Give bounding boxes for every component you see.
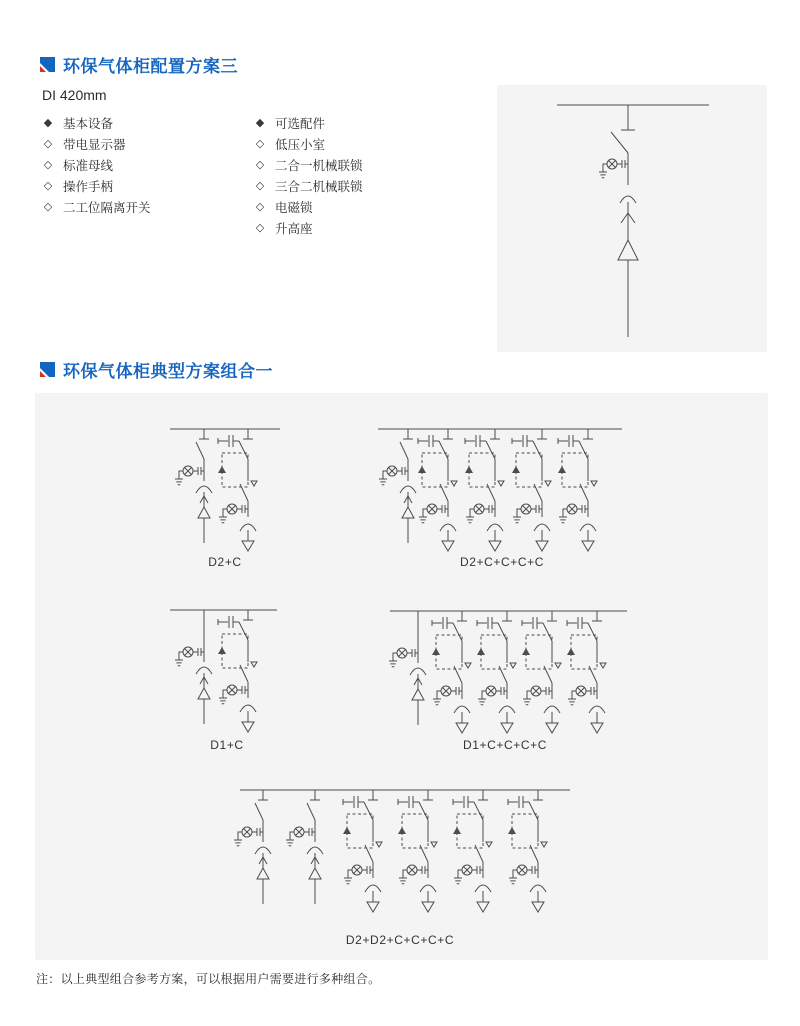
branch-d2 bbox=[234, 790, 271, 904]
branch-c bbox=[558, 429, 597, 551]
diagram-d1cccc bbox=[389, 611, 627, 733]
scheme3-diagram-panel bbox=[497, 85, 767, 352]
branch-c bbox=[398, 790, 437, 912]
diagram-d2c bbox=[170, 429, 280, 551]
branch-c bbox=[343, 790, 382, 912]
hollow-diamond-icon: ◇ bbox=[43, 138, 53, 150]
list-text: 操作手柄 bbox=[63, 179, 114, 194]
single-line-diagram bbox=[497, 85, 767, 352]
list-text: 二工位隔离开关 bbox=[63, 200, 151, 215]
branch-c bbox=[512, 429, 551, 551]
section1-header bbox=[40, 52, 238, 77]
hollow-diamond-icon: ◇ bbox=[255, 138, 265, 150]
section-marker-icon bbox=[40, 362, 55, 377]
branch-d1 bbox=[389, 611, 426, 725]
hollow-diamond-icon: ◇ bbox=[43, 180, 53, 192]
diagram-d2cccc bbox=[378, 429, 622, 551]
list-item bbox=[42, 175, 192, 196]
list-header bbox=[42, 112, 192, 133]
hollow-diamond-icon: ◇ bbox=[255, 201, 265, 213]
branch-d2 bbox=[379, 429, 416, 543]
list-item bbox=[254, 175, 404, 196]
hollow-diamond-icon: ◇ bbox=[255, 222, 265, 234]
list-text: 三合二机械联锁 bbox=[275, 179, 363, 194]
hollow-diamond-icon: ◇ bbox=[255, 180, 265, 192]
diagram-label-d2c: D2+C bbox=[208, 555, 242, 569]
combination-diagrams bbox=[35, 393, 768, 960]
list-item bbox=[254, 154, 404, 175]
diagram-label-d2d2cccc: D2+D2+C+C+C+C bbox=[345, 933, 455, 947]
list-item bbox=[254, 217, 404, 238]
diagram-label-d1cccc: D1+C+C+C+C bbox=[462, 738, 548, 752]
branch-d2 bbox=[286, 790, 323, 904]
branch-d1 bbox=[175, 610, 212, 724]
branch-d2 bbox=[175, 429, 212, 543]
combination-diagram-panel bbox=[35, 393, 768, 960]
list-item bbox=[42, 133, 192, 154]
branch-c bbox=[477, 611, 516, 733]
section2-header bbox=[40, 357, 273, 382]
filled-diamond-icon: ◆ bbox=[255, 117, 265, 129]
list-text: 基本设备 bbox=[63, 116, 114, 131]
hollow-diamond-icon: ◇ bbox=[255, 159, 265, 171]
diagram-label-d2cccc: D2+C+C+C+C bbox=[459, 555, 545, 569]
model-depth-label: DI 420mm bbox=[42, 87, 107, 103]
hollow-diamond-icon: ◇ bbox=[43, 159, 53, 171]
branch-c bbox=[567, 611, 606, 733]
list-text: 标准母线 bbox=[63, 158, 114, 173]
diagram-d2d2cccc bbox=[234, 790, 570, 912]
list-item bbox=[42, 154, 192, 175]
list-text: 电磁锁 bbox=[275, 200, 313, 215]
list-text: 可选配件 bbox=[275, 116, 326, 131]
branch-c bbox=[465, 429, 504, 551]
list-item bbox=[254, 196, 404, 217]
branch-c bbox=[418, 429, 457, 551]
basic-equipment-list bbox=[42, 112, 192, 238]
branch-c bbox=[432, 611, 471, 733]
branch-c bbox=[522, 611, 561, 733]
branch-c bbox=[453, 790, 492, 912]
branch-c bbox=[218, 429, 257, 551]
list-header bbox=[254, 112, 404, 133]
branch-c bbox=[508, 790, 547, 912]
list-text: 带电显示器 bbox=[63, 137, 126, 152]
hollow-diamond-icon: ◇ bbox=[43, 201, 53, 213]
diagram-d1c bbox=[170, 610, 277, 732]
list-text: 二合一机械联锁 bbox=[275, 158, 363, 173]
section-marker-icon bbox=[40, 57, 55, 72]
equipment-lists bbox=[42, 112, 404, 238]
list-text: 低压小室 bbox=[275, 137, 326, 152]
filled-diamond-icon: ◆ bbox=[43, 117, 53, 129]
branch-c bbox=[218, 610, 257, 732]
section2-title: 环保气体柜典型方案组合一 bbox=[63, 362, 273, 381]
diagram-label-d1c: D1+C bbox=[210, 738, 244, 752]
list-item bbox=[254, 133, 404, 154]
list-item bbox=[42, 196, 192, 217]
footnote: 注：以上典型组合参考方案，可以根据用户需要进行多种组合。 bbox=[36, 972, 381, 986]
section1-title: 环保气体柜配置方案三 bbox=[63, 57, 238, 76]
optional-parts-list bbox=[254, 112, 404, 238]
list-text: 升高座 bbox=[275, 221, 313, 236]
